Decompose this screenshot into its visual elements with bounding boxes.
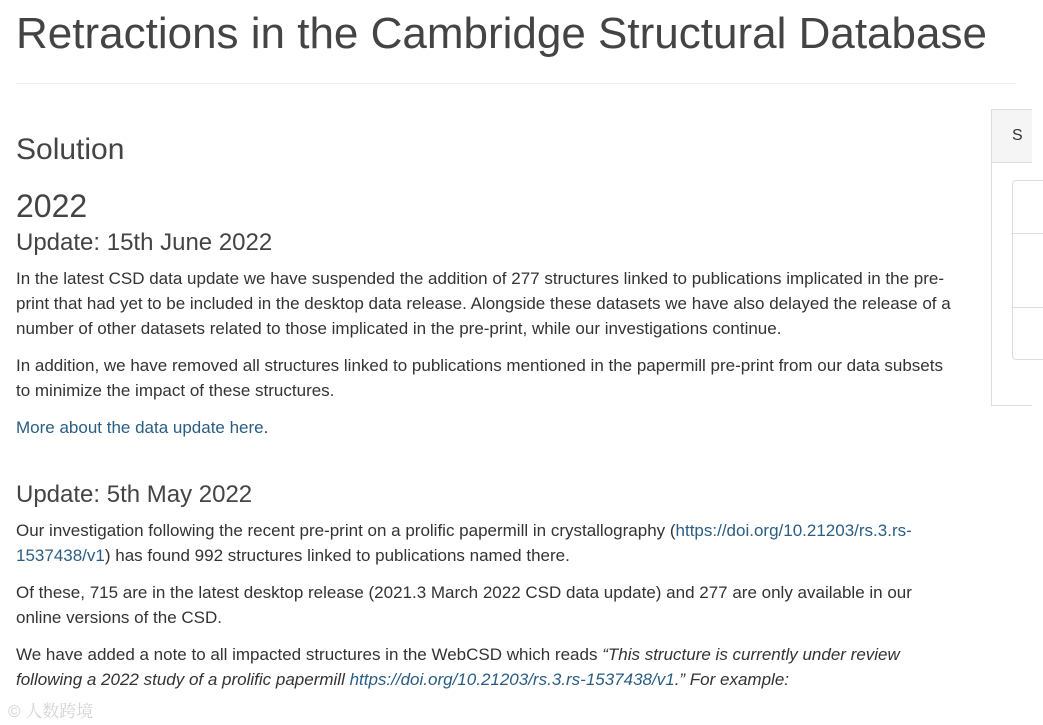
page-title: Retractions in the Cambridge Structural Database <box>16 9 987 58</box>
watermark: © 人数跨境 <box>8 702 94 721</box>
paragraph-text: Our investigation following the recent pre-print on a prolific papermill in crystallography ( <box>16 521 676 540</box>
update-heading-may: Update: 5th May 2022 <box>16 481 253 508</box>
update-june-paragraph-1: In the latest CSD data update we have suspended the addition of 277 structures linked to publications implicated in the pre-print that had yet to be included in the desktop data release. Alongside these datasets we have also delayed the release of a number of other datasets related to those implicated in the pre-print, while our investigations continue. <box>16 269 951 338</box>
link-suffix: . <box>263 418 269 437</box>
paragraph-text: We have added a note to all impacted structures in the WebCSD which reads <box>16 645 603 664</box>
update-may-paragraph-1 <box>16 518 956 568</box>
sidebar-panel <box>991 109 1032 406</box>
update-may-paragraph-2: Of these, 715 are in the latest desktop release (2021.3 March 2022 CSD data update) and 277 are only available in our online versions of the CSD. <box>16 583 912 627</box>
main-content <box>16 130 956 704</box>
sidebar-panel-heading: S <box>992 110 1032 163</box>
section-title: Solution <box>16 133 125 166</box>
quote-end: .” <box>674 670 686 689</box>
doi-link-quoted[interactable]: https://doi.org/10.21203/rs.3.rs-1537438/v1 <box>349 670 675 689</box>
quote-after: For example: <box>685 670 790 689</box>
update-june-paragraph-2: In addition, we have removed all structures linked to publications mentioned in the papermill pre-print from our data subsets to minimize the impact of these structures. <box>16 356 943 400</box>
update-heading-june: Update: 15th June 2022 <box>16 229 273 256</box>
year-heading: 2022 <box>16 188 88 224</box>
sidebar-list <box>1012 180 1043 360</box>
paragraph-text: ) has found 992 structures linked to publications named there. <box>104 546 570 565</box>
sidebar-list-divider <box>1013 307 1043 308</box>
update-may-paragraph-3 <box>16 642 956 692</box>
quote-text: “This structure is currently under review following a 2022 study of a prolific papermill <box>16 645 900 689</box>
data-update-link[interactable]: More about the data update here <box>16 418 264 437</box>
doi-link[interactable]: https://doi.org/10.21203/rs.3.rs-1537438/v1 <box>16 521 912 565</box>
title-divider <box>16 83 1016 84</box>
sidebar-list-divider <box>1013 233 1043 234</box>
update-june-paragraph-3 <box>16 415 956 440</box>
